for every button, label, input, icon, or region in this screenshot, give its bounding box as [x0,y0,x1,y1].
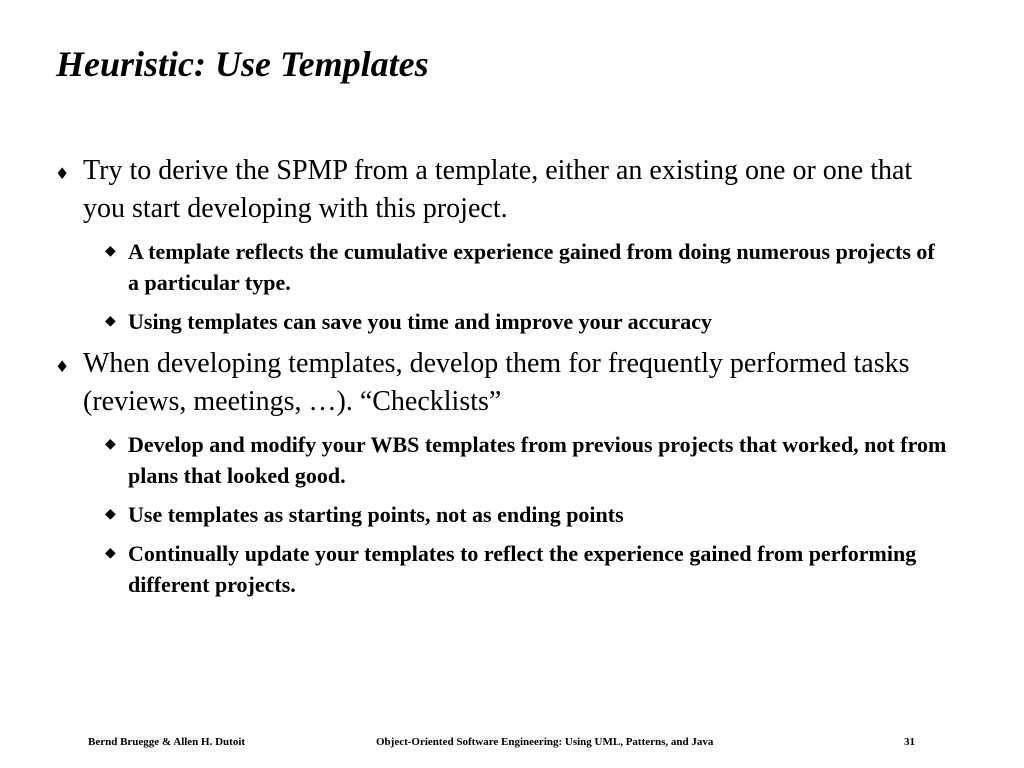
diamond-sub-bullet-icon: ◆ [105,313,116,329]
sub-bullet-text: Develop and modify your WBS templates from previous projects that worked, not from plans that looked good. [128,432,947,488]
footer-authors: Bernd Bruegge & Allen H. Dutoit [88,736,246,748]
diamond-sub-bullet-icon: ◆ [105,545,116,561]
sub-bullet-item [0,538,948,600]
sub-bullet-text: Use templates as starting points, not as ending points [128,502,624,527]
sub-bullet-text: A template reflects the cumulative experience gained from doing numerous projects of a particular type. [128,239,935,295]
bullet-text: When developing templates, develop them for frequently performed tasks (reviews, meetings, …). “Checklists” [83,348,910,417]
slide-content [0,150,1024,600]
diamond-sub-bullet-icon: ◆ [105,243,116,259]
bullet-item [0,345,953,421]
sub-bullet-text: Using templates can save you time and improve your accuracy [128,309,712,334]
bullet-text: Try to derive the SPMP from a template, either an existing one or one that you start developing with this project. [83,155,913,224]
bullet-item [0,152,953,228]
sub-bullet-item [0,236,948,298]
diamond-sub-bullet-icon: ◆ [105,436,116,452]
sub-bullet-item [0,306,948,337]
sub-bullet-item [0,499,948,530]
footer-page-number: 31 [904,736,915,748]
diamond-bullet-icon: ♦ [55,164,70,183]
slide-title: Heuristic: Use Templates [56,44,429,84]
sub-bullet-item [0,429,948,491]
sub-bullet-text: Continually update your templates to reflect the experience gained from performing different projects. [128,541,917,597]
diamond-sub-bullet-icon: ◆ [105,506,116,522]
footer-book-title: Object-Oriented Software Engineering: Using UML, Patterns, and Java [376,736,714,748]
diamond-bullet-icon: ♦ [55,357,70,376]
slide-footer [0,736,1024,752]
